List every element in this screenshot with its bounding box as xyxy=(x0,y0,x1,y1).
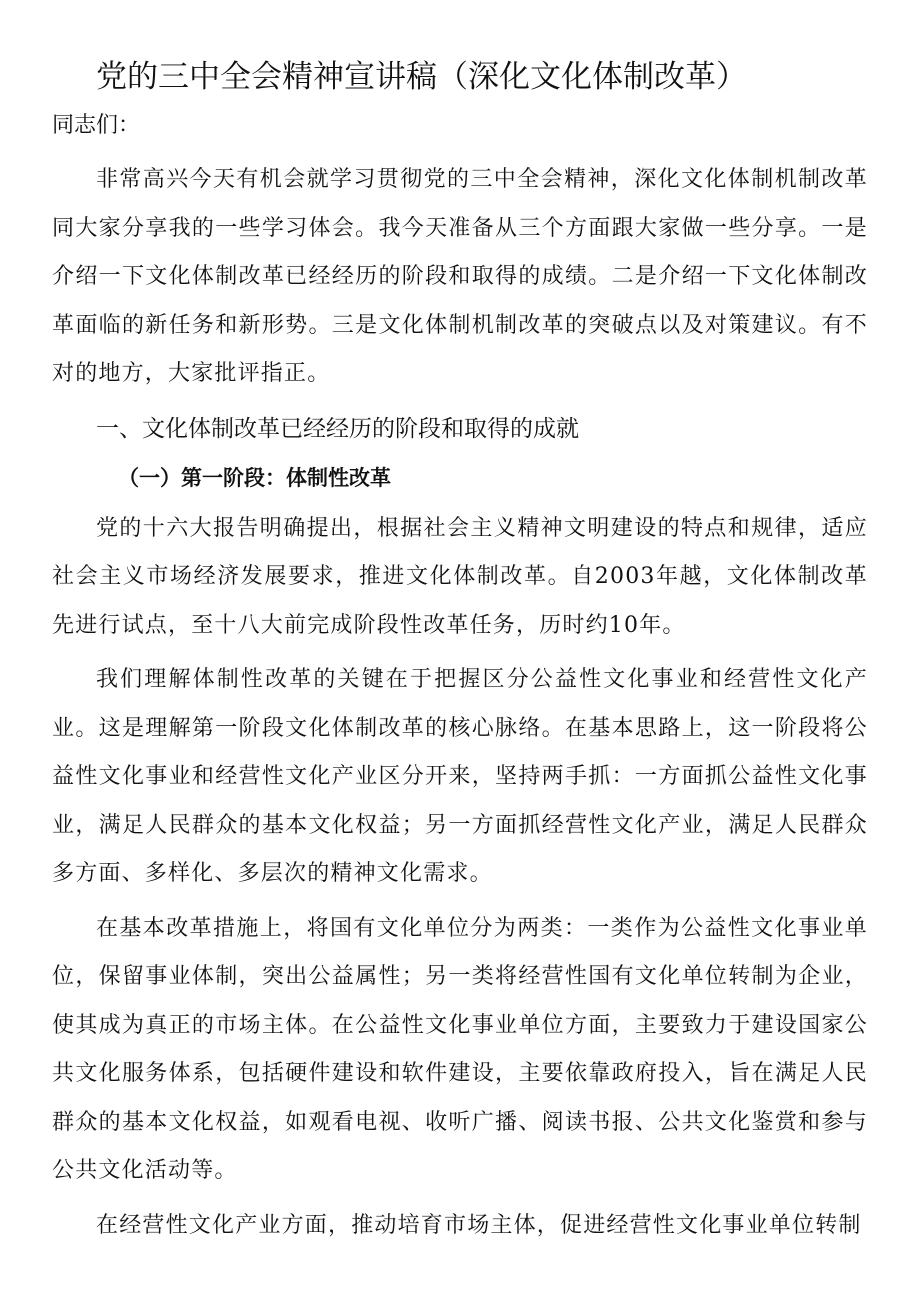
body-paragraph: 在基本改革措施上，将国有文化单位分为两类：一类作为公益性文化事业单位，保留事业体制，突出公益属性；另一类将经营性国有文化单位转制为企业，使其成为真正的市场主体。在公益性文化事业单位方面，主要致力于建设国家公共文化服务体系，包括硬件建设和软件建设，主要依靠政府投入，旨在满足人民群众的基本文化权益，如观看电视、收听广播、阅读书报、公共文化鉴赏和参与公共文化活动等。 xyxy=(52,915,868,1183)
intro-paragraph: 非常高兴今天有机会就学习贯彻党的三中全会精神，深化文化体制机制改革同大家分享我的一些学习体会。我今天准备从三个方面跟大家做一些分享。一是介绍一下文化体制改革已经经历的阶段和取得的成绩。二是介绍一下文化体制改革面临的新任务和新形势。三是文化体制机制改革的突破点以及对策建议。有不对的地方，大家批评指正。 xyxy=(52,167,868,386)
section-heading: 一、文化体制改革已经经历的阶段和取得的成就 xyxy=(96,415,579,442)
subsection-heading: （一）第一阶段：体制性改革 xyxy=(118,465,391,490)
body-paragraph: 党的十六大报告明确提出，根据社会主义精神文明建设的特点和规律，适应社会主义市场经济发展要求，推进文化体制改革。自2003年越，文化体制改革先进行试点，至十八大前完成阶段性改革任务，历时约10年。 xyxy=(52,515,868,638)
body-paragraph: 在经营性文化产业方面，推动培育市场主体，促进经营性文化事业单位转制 xyxy=(96,1212,862,1238)
document-title: 党的三中全会精神宣讲稿（深化文化体制改革） xyxy=(96,59,747,95)
salutation: 同志们： xyxy=(52,113,141,138)
body-paragraph: 我们理解体制性改革的关键在于把握区分公益性文化事业和经营性文化产业。这是理解第一阶段文化体制改革的核心脉络。在基本思路上，这一阶段将公益性文化事业和经营性文化产业区分开来，坚持两手抓：一方面抓公益性文化事业，满足人民群众的基本文化权益；另一方面抓经营性文化产业，满足人民群众多方面、多样化、多层次的精神文化需求。 xyxy=(52,667,868,886)
